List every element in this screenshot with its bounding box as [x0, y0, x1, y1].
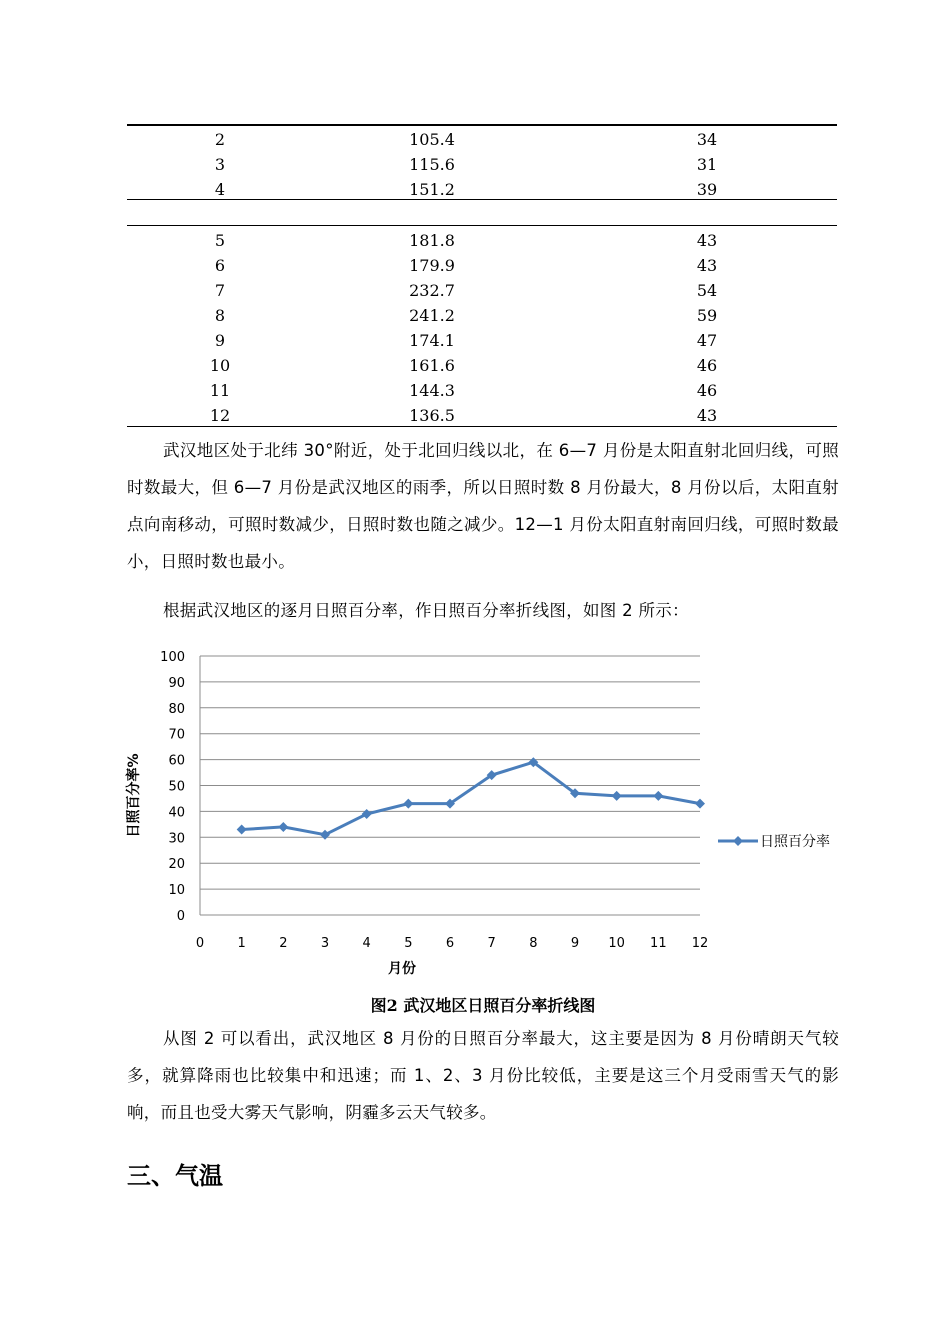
- data-point: [278, 822, 288, 832]
- x-tick-label: 6: [445, 936, 455, 951]
- month-cell: 12: [209, 406, 231, 425]
- x-tick-label: 1: [237, 936, 246, 951]
- table-bottom-rule: [127, 426, 837, 427]
- y-tick-label: 30: [168, 831, 185, 847]
- sunshine-hours-cell: 174.1: [409, 331, 455, 350]
- x-tick-label: 5: [404, 936, 413, 951]
- x-axis-label: 月份: [388, 961, 416, 977]
- x-tick-label: 10: [608, 936, 625, 951]
- y-axis-label: 日照百分率%: [126, 753, 142, 838]
- sunshine-hours-cell: 105.4: [409, 130, 455, 149]
- section-heading: 三、气温: [127, 1161, 223, 1190]
- figure-caption: 图2 武汉地区日照百分率折线图: [370, 996, 596, 1015]
- sunshine-percent-cell: 43: [696, 231, 718, 250]
- sunshine-hours-cell: 144.3: [409, 381, 455, 400]
- month-cell: 8: [214, 306, 226, 325]
- legend-marker: [733, 836, 743, 846]
- y-tick-label: 100: [160, 650, 185, 665]
- sunshine-hours-cell: 136.5: [409, 406, 455, 425]
- table-row: [127, 278, 837, 303]
- table-row: [127, 378, 837, 403]
- x-tick-label: 12: [691, 936, 709, 951]
- sunshine-percent-cell: 34: [696, 130, 718, 149]
- month-cell: 11: [209, 381, 231, 400]
- y-tick-label: 80: [168, 701, 185, 717]
- month-cell: 7: [214, 281, 226, 300]
- sunshine-percent-cell: 31: [696, 155, 718, 174]
- table-row: [127, 127, 837, 152]
- month-cell: 10: [209, 356, 231, 375]
- table-row: [127, 328, 837, 353]
- y-tick-label: 50: [168, 779, 185, 795]
- x-tick-label: 3: [320, 936, 330, 951]
- sunshine-percent-cell: 54: [696, 281, 718, 300]
- data-point: [653, 791, 663, 801]
- data-point: [362, 809, 372, 819]
- y-tick-label: 0: [176, 909, 185, 924]
- x-tick-label: 2: [279, 936, 288, 951]
- y-tick-label: 70: [168, 727, 185, 743]
- x-tick-label: 9: [570, 936, 580, 951]
- table-row: [127, 303, 837, 328]
- x-tick-label: 7: [487, 936, 496, 951]
- table-row: [127, 253, 837, 278]
- y-tick-label: 20: [168, 857, 185, 873]
- sunshine-percent-cell: 59: [696, 306, 718, 325]
- sunshine-hours-cell: 151.2: [409, 180, 455, 199]
- y-tick-label: 60: [168, 753, 185, 769]
- month-cell: 5: [214, 231, 226, 250]
- y-tick-label: 40: [168, 805, 185, 821]
- data-point: [320, 830, 330, 840]
- chart-svg: [120, 640, 850, 985]
- month-cell: 2: [214, 130, 226, 149]
- sunshine-hours-cell: 241.2: [409, 306, 455, 325]
- y-tick-label: 90: [168, 675, 185, 691]
- table-row: [127, 228, 837, 253]
- sunshine-hours-cell: 161.6: [409, 356, 455, 375]
- month-cell: 9: [214, 331, 226, 350]
- sunshine-percent-cell: 46: [696, 356, 718, 375]
- sunshine-percent-cell: 39: [696, 180, 718, 199]
- paragraph-sunshine-explanation: 武汉地区处于北纬 30°附近，处于北回归线以北，在 6—7 月份是太阳直射北回归线，可照时数最大，但 6—7 月份是武汉地区的雨季，所以日照时数 8 月份最大，8 月份以后，太阳直射点向南移动，可照时数减少，日照时数也随之减少。12—1 月份太阳直射南回归线，可照时数最小，日照时数也最小。: [127, 441, 839, 571]
- month-cell: 6: [214, 256, 226, 275]
- sunshine-hours-cell: 115.6: [409, 155, 455, 174]
- paragraph-chart-analysis: 从图 2 可以看出，武汉地区 8 月份的日照百分率最大，这主要是因为 8 月份晴朗天气较多，就算降雨也比较集中和迅速；而 1、2、3 月份比较低，主要是这三个月受雨雪天气的影响，而且也受大雾天气影响，阴霾多云天气较多。: [127, 1029, 839, 1122]
- sunshine-percentage-chart: [120, 640, 850, 985]
- table-divider: [127, 225, 837, 226]
- table-row: [127, 353, 837, 378]
- series-line: [242, 762, 700, 835]
- month-cell: 3: [214, 155, 226, 174]
- legend-label: 日照百分率: [760, 834, 830, 850]
- x-tick-label: 0: [195, 936, 205, 951]
- month-cell: 4: [214, 180, 226, 199]
- sunshine-percent-cell: 43: [696, 406, 718, 425]
- x-tick-label: 11: [650, 936, 667, 951]
- table-divider: [127, 199, 837, 200]
- y-tick-label: 10: [168, 883, 185, 899]
- sunshine-percent-cell: 43: [696, 256, 718, 275]
- data-point: [695, 799, 705, 809]
- data-point: [237, 825, 247, 835]
- x-tick-label: 8: [529, 936, 538, 951]
- data-point: [403, 799, 413, 809]
- table-row: [127, 152, 837, 177]
- table-top-rule: [127, 124, 837, 126]
- sunshine-hours-cell: 181.8: [409, 231, 455, 250]
- x-tick-label: 4: [362, 936, 371, 951]
- paragraph-chart-intro: 根据武汉地区的逐月日照百分率，作日照百分率折线图，如图 2 所示：: [163, 601, 689, 620]
- sunshine-hours-cell: 232.7: [409, 281, 455, 300]
- sunshine-hours-cell: 179.9: [409, 256, 455, 275]
- data-point: [612, 791, 622, 801]
- sunshine-percent-cell: 46: [696, 381, 718, 400]
- sunshine-percent-cell: 47: [696, 331, 718, 350]
- table-row: [127, 403, 837, 428]
